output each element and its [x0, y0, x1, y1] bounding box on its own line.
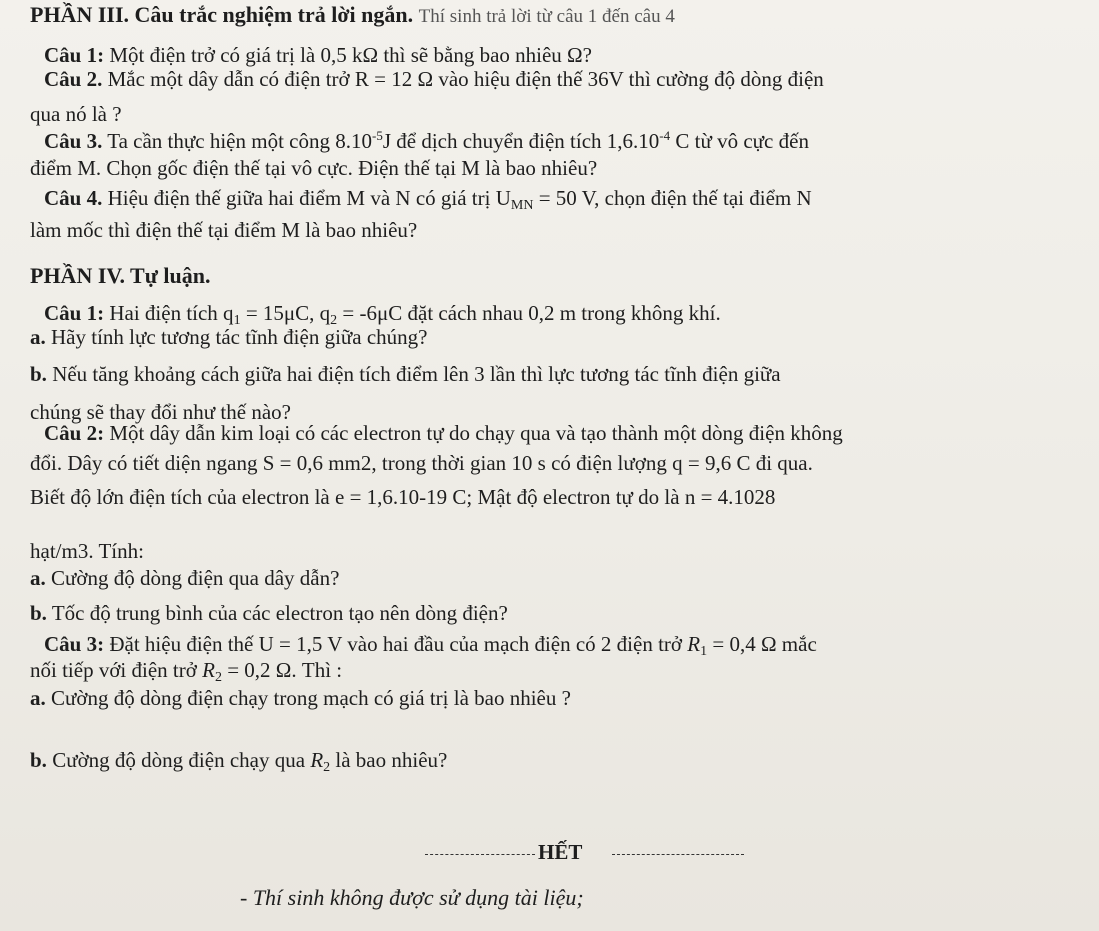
part4-q3-line1	[44, 631, 817, 657]
question-text: Mắc một dây dẫn có điện trở R = 12 Ω vào hiệu điện thế 36V thì cường độ dòng điện	[107, 67, 824, 91]
end-divider-right	[612, 854, 744, 855]
part4-q2-line3: Biết độ lớn điện tích của electron là e = 1,6.10-19 C; Mật độ electron tự do là n = 4.1028	[30, 485, 776, 509]
sub-question-text: Hãy tính lực tương tác tĩnh điện giữa chúng?	[51, 325, 428, 349]
part4-q2-line4: hạt/m3. Tính:	[30, 539, 144, 563]
end-divider-left	[425, 854, 535, 855]
sub-question-label: a.	[30, 686, 46, 710]
part4-q2-line2: đổi. Dây có tiết diện ngang S = 0,6 mm2, trong thời gian 10 s có điện lượng q = 9,6 C đi qua.	[30, 451, 813, 475]
question-label: Câu 4.	[44, 186, 103, 210]
part3-heading: PHẦN III. Câu trắc nghiệm trả lời ngắn.	[30, 2, 414, 27]
part4-q3-line2	[30, 657, 342, 683]
question-text: nối tiếp với điện trở	[30, 658, 203, 682]
subscript: MN	[510, 198, 534, 211]
part4-q1-a	[30, 324, 428, 350]
sub-question-text: Tốc độ trung bình của các electron tạo nên dòng điện?	[51, 601, 508, 625]
part3-q3-line2: điểm M. Chọn gốc điện thế tại vô cực. Điện thế tại M là bao nhiêu?	[30, 156, 598, 180]
question-text: = 15μC, q	[240, 301, 331, 325]
sub-question-label: a.	[30, 566, 46, 590]
part4-heading: PHẦN IV. Tự luận.	[30, 263, 211, 288]
sub-question-text: Cường độ dòng điện chạy trong mạch có giá trị là bao nhiêu ?	[51, 686, 571, 710]
question-label: Câu 1:	[44, 301, 105, 325]
sub-question-label: b.	[30, 601, 47, 625]
part4-q1-b-line1	[30, 361, 781, 387]
part4-q2-b	[30, 600, 508, 626]
part4-q3-b	[30, 747, 447, 773]
part3-q4-line1	[44, 185, 812, 211]
question-label: Câu 2:	[44, 421, 105, 445]
question-text: Một điện trở có giá trị là 0,5 kΩ thì sẽ bằng bao nhiêu Ω?	[109, 43, 592, 67]
part4-q2-a	[30, 565, 339, 591]
question-text: Hai điện tích q	[109, 301, 234, 325]
question-text: Hiệu điện thế giữa hai điểm M và N có giá trị U	[107, 186, 511, 210]
question-label: Câu 3.	[44, 129, 103, 153]
resistor-symbol: R	[687, 632, 701, 656]
part4-q1-line1	[44, 300, 721, 326]
part3-q1	[44, 42, 592, 68]
question-text: Một dây dẫn kim loại có các electron tự do chạy qua và tạo thành một dòng điện không	[109, 421, 843, 445]
sub-question-text: Cường độ dòng điện chạy qua	[52, 748, 311, 772]
sub-question-label: b.	[30, 748, 47, 772]
footer-note: - Thí sinh không được sử dụng tài liệu;	[240, 885, 584, 910]
end-mark: HẾT	[538, 840, 583, 864]
sub-question-text: là bao nhiêu?	[330, 748, 448, 772]
question-label: Câu 1:	[44, 43, 105, 67]
part3-heading-note: Thí sinh trả lời từ câu 1 đến câu 4	[418, 6, 675, 27]
subscript: 2	[323, 760, 331, 773]
part4-q1-b-line2: chúng sẽ thay đổi như thế nào?	[30, 400, 291, 424]
sub-question-label: a.	[30, 325, 46, 349]
subscript: 2	[214, 670, 222, 683]
sub-question-label: b.	[30, 362, 47, 386]
question-text: = 50 V, chọn điện thế tại điểm N	[533, 186, 812, 210]
question-label: Câu 2.	[44, 67, 103, 91]
exponent: -5	[372, 128, 383, 143]
sub-question-text: Cường độ dòng điện qua dây dẫn?	[51, 566, 340, 590]
part3-q2-line2: qua nó là ?	[30, 102, 122, 126]
part3-q3-line1	[44, 128, 809, 154]
resistor-symbol: R	[202, 658, 215, 682]
resistor-symbol: R	[310, 748, 324, 772]
sub-question-text: Nếu tăng khoảng cách giữa hai điện tích điểm lên 3 lần thì lực tương tác tĩnh điện giữa	[52, 362, 781, 386]
part3-q2-line1	[44, 66, 824, 92]
subscript: 1	[233, 313, 241, 326]
question-text: Ta cần thực hiện một công 8.10	[107, 129, 372, 153]
question-text: = -6μC đặt cách nhau 0,2 m trong không khí.	[337, 301, 721, 325]
part3-q4-line2: làm mốc thì điện thế tại điểm M là bao nhiêu?	[30, 218, 418, 242]
part4-q2-line1	[44, 420, 843, 446]
question-text: C từ vô cực đến	[670, 129, 809, 153]
subscript: 1	[700, 644, 708, 657]
subscript: 2	[330, 313, 338, 326]
question-label: Câu 3:	[44, 632, 105, 656]
part4-q3-a	[30, 685, 571, 711]
exponent: -4	[659, 128, 671, 143]
question-text: Đặt hiệu điện thế U = 1,5 V vào hai đầu của mạch điện có 2 điện trở	[109, 632, 688, 656]
part3-heading-line	[30, 2, 675, 30]
question-text: = 0,4 Ω mắc	[707, 632, 817, 656]
question-text: J để dịch chuyển điện tích 1,6.10	[382, 129, 660, 153]
question-text: = 0,2 Ω. Thì :	[221, 658, 343, 682]
